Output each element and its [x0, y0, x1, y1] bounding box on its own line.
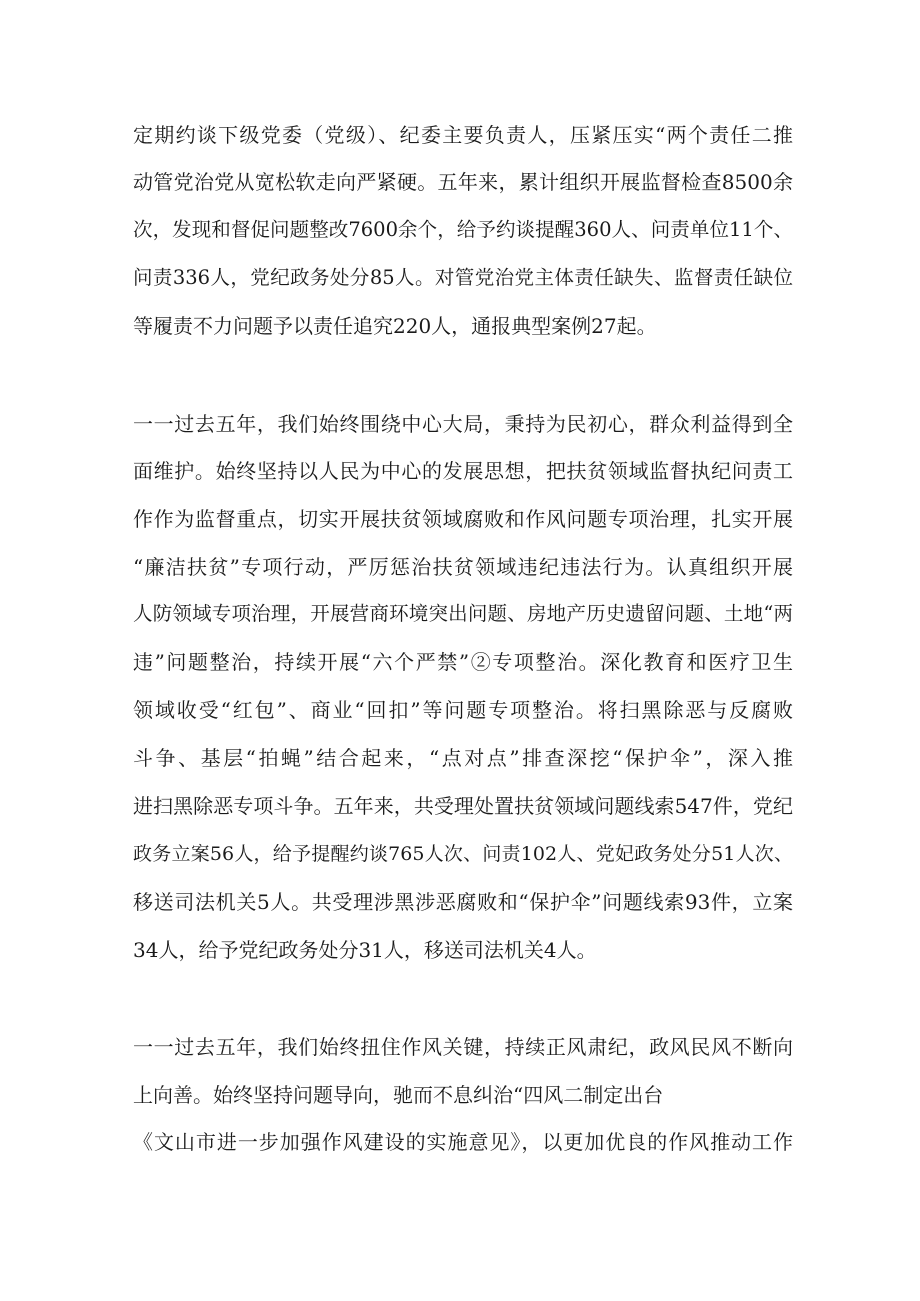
- text-line: 34人，给予党纪政务处分31人，移送司法机关4人。: [133, 938, 597, 962]
- text-line: 违”问题整治，持续开展“六个严禁”②专项整治。深化教育和医疗卫生: [133, 650, 793, 674]
- text-line: 一一过去五年，我们始终扭住作风关键，持续正风肃纪，政风民风不断向: [133, 1035, 793, 1059]
- text-line: 次，发现和督促问题整改7600余个，给予约谈提醒360人、问责单位11个、: [133, 218, 793, 241]
- text-line: 作作为监督重点，切实开展扶贫领域腐败和作风问题专项治理，扎实开展: [133, 507, 793, 531]
- text-line: 动管党治党从宽松软走向严紧硬。五年来，累计组织开展监督检查8500余: [133, 170, 793, 194]
- text-line: 等履责不力问题予以责任追究220人，通报典型案例27起。: [133, 314, 657, 338]
- text-line: 一一过去五年，我们始终围绕中心大局，秉持为民初心，群众利益得到全: [133, 412, 793, 436]
- text-line: 移送司法机关5人。共受理涉黑涉恶腐败和“保护伞”问题线索93件，立案: [133, 890, 793, 914]
- text-line: 问责336人，党纪政务处分85人。对管党治党主体责任缺失、监督责任缺位: [133, 266, 793, 289]
- text-line: 上向善。始终坚持问题导向，驰而不息纠治“四风二制定出台: [133, 1083, 664, 1107]
- text-line: “廉洁扶贫”专项行动，严厉惩治扶贫领域违纪违法行为。认真组织开展: [133, 555, 793, 579]
- text-line: 人防领域专项治理，开展营商环境突出问题、房地产历史遗留问题、土地“两: [133, 602, 793, 625]
- text-line: 面维护。始终坚持以人民为中心的发展思想，把扶贫领域监督执纪问责工: [133, 459, 793, 483]
- text-line: 定期约谈下级党委（党级）、纪委主要负责人，压紧压实“两个责任二推: [133, 123, 793, 147]
- text-line: 政务立案56人，给予提醒约谈765人次、问责102人、党妃政务处分51人次、: [133, 843, 793, 865]
- text-line: 《文山市进一步加强作风建设的实施意见》，以更加优良的作风推动工作: [133, 1130, 793, 1154]
- text-line: 进扫黑除恶专项斗争。五年来，共受理处置扶贫领域问题线索547件，党纪: [133, 794, 793, 818]
- text-line: 斗争、基层“拍蝇”结合起来，“点对点”排查深挖“保护伞”，深入推: [133, 746, 793, 770]
- text-line: 领域收受“红包”、商业“回扣”等问题专项整治。将扫黑除恶与反腐败: [133, 698, 793, 722]
